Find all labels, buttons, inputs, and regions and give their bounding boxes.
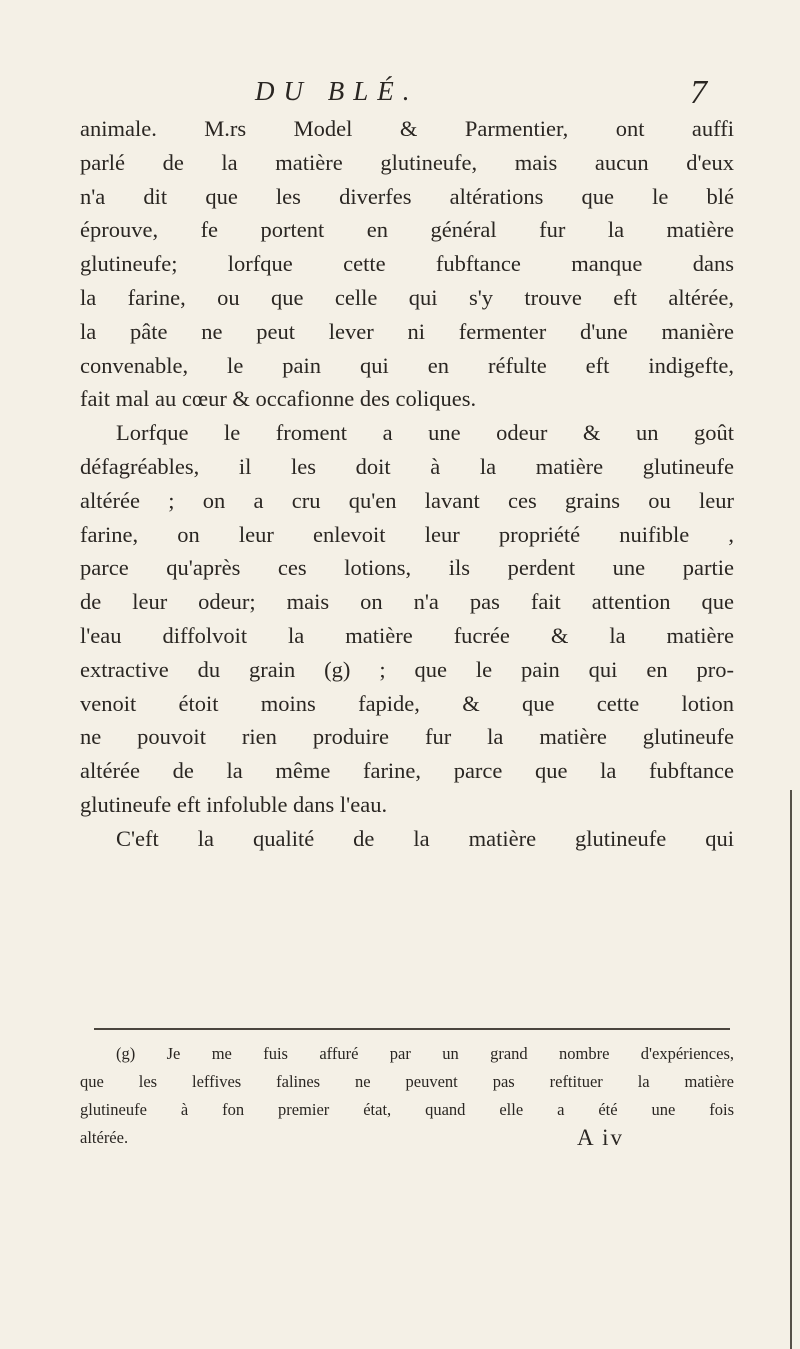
running-title: DU BLÉ. — [255, 76, 419, 106]
footnote-line: altérée. — [80, 1128, 129, 1147]
body-line: altérée ; on a cru qu'en lavant ces grains ou leur — [80, 487, 734, 513]
body-line: la pâte ne peut lever ni fermenter d'une manière — [80, 318, 734, 344]
body-line: fait mal au cœur & occafionne des coliques. — [80, 386, 477, 412]
page-number: 7 — [690, 74, 707, 111]
body-line: n'a dit que les diverfes altérations que le blé — [80, 183, 734, 209]
body-line: éprouve, fe portent en général fur la matière — [80, 217, 734, 243]
footnote-rule — [94, 1028, 730, 1030]
body-line: ne pouvoit rien produire fur la matière glutineufe — [80, 724, 734, 750]
body-line: la farine, ou que celle qui s'y trouve eft altérée, — [80, 284, 734, 310]
body-line: altérée de la même farine, parce que la fubftance — [80, 758, 734, 784]
body-line: Lorfque le froment a une odeur & un goût — [116, 420, 734, 446]
footnote-line: (g) Je me fuis affuré par un grand nombre d'expériences, — [116, 1044, 734, 1063]
body-line: glutineufe eft infoluble dans l'eau. — [80, 791, 388, 817]
body-line: glutineufe; lorfque cette fubftance manque dans — [80, 251, 734, 277]
body-line: farine, on leur enlevoit leur propriété nuifible , — [80, 521, 734, 547]
body-text — [80, 112, 734, 856]
body-line: défagréables, il les doit à la matière glutineufe — [80, 453, 734, 479]
body-line: convenable, le pain qui en réfulte eft indigefte, — [80, 352, 734, 378]
body-line: de leur odeur; mais on n'a pas fait attention que — [80, 589, 734, 615]
page-header — [0, 74, 800, 114]
body-line: animale. M.rs Model & Parmentier, ont auffi — [80, 116, 734, 141]
body-line: venoit étoit moins fapide, & que cette lotion — [80, 690, 734, 716]
body-line: parlé de la matière glutineufe, mais aucun d'eux — [80, 149, 734, 175]
page-edge-shadow — [790, 790, 792, 1349]
body-line: C'eft la qualité de la matière glutineufe qui — [116, 825, 734, 851]
footnote-line: que les leffives falines ne peuvent pas reftituer la matière — [80, 1072, 734, 1091]
footnote — [80, 1040, 734, 1152]
body-line: l'eau diffolvoit la matière fucrée & la matière — [80, 622, 734, 648]
body-line: parce qu'après ces lotions, ils perdent une partie — [80, 555, 734, 581]
signature-mark: A iv — [577, 1125, 624, 1150]
body-line: extractive du grain (g) ; que le pain qui en pro- — [80, 656, 734, 682]
footnote-line: glutineufe à fon premier état, quand elle a été une fois — [80, 1100, 734, 1119]
